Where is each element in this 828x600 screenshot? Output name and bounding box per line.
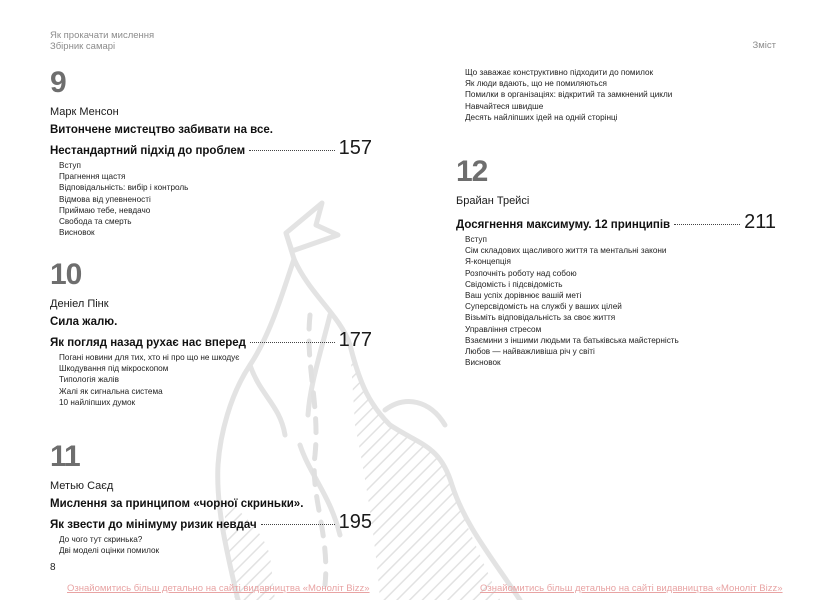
section-item[interactable]: Вступ — [465, 235, 487, 244]
section-item[interactable]: Що заважає конструктивно підходити до помилок — [465, 68, 654, 77]
running-header — [50, 30, 154, 52]
continued-sections — [465, 67, 672, 123]
dot-leader — [249, 150, 334, 151]
chapter-number: 11 — [50, 440, 80, 473]
section-item[interactable]: Свобода та смерть — [59, 217, 132, 227]
chapter-title-line2[interactable]: Як погляд назад рухає нас вперед — [50, 337, 246, 349]
chapter-author: Деніел Пінк — [50, 298, 109, 310]
section-item[interactable]: Як люди вдають, що не помиляються — [465, 79, 607, 89]
section-item[interactable]: Любов — найважливіша річ у світі — [465, 347, 595, 357]
chapter-10 — [50, 260, 372, 408]
section-item[interactable]: Управління стресом — [465, 324, 542, 334]
chapter-title-line2[interactable]: Нестандартний підхід до проблем — [50, 145, 246, 157]
dot-leader — [261, 524, 335, 525]
page-number: 8 — [50, 562, 56, 573]
section-title: Зміст — [752, 40, 776, 51]
section-item[interactable]: Вступ — [59, 161, 81, 170]
section-item[interactable]: Жалі як сигнальна система — [59, 386, 163, 396]
section-item[interactable]: Взаємини з іншими людьми та батьківська майстерність — [465, 335, 679, 345]
section-item[interactable]: Розпочніть роботу над собою — [465, 268, 577, 278]
section-item[interactable]: Прагнення щастя — [59, 172, 126, 182]
chapter-number: 12 — [456, 155, 488, 188]
dot-leader — [250, 342, 335, 343]
chapter-page-number[interactable]: 195 — [338, 511, 372, 533]
chapter-title-line2[interactable]: Досягнення максимуму. 12 принципів — [456, 219, 671, 231]
section-item[interactable]: Свідомість і підсвідомість — [465, 279, 563, 289]
section-item[interactable]: Приймаю тебе, невдачо — [59, 205, 151, 215]
chapter-page-number[interactable]: 211 — [744, 211, 776, 233]
section-item[interactable]: Суперсвідомість на службі у ваших цілей — [465, 302, 622, 312]
book-title: Як прокачати мислення — [50, 30, 155, 41]
section-item[interactable]: Дві моделі оцінки помилок — [59, 546, 160, 556]
section-item[interactable]: Відмова від упевненості — [59, 194, 151, 204]
section-item[interactable]: Десять найліпших ідей на одній сторінці — [465, 112, 618, 122]
chapter-9 — [50, 68, 372, 238]
chapter-title-line1: Витончене мистецтво забивати на все. — [50, 124, 273, 136]
publisher-link-right[interactable]: Ознайомитись більш детально на сайті видавництва «Моноліт Bizz» — [480, 583, 783, 594]
chapter-title-line1: Мислення за принципом «чорної скриньки». — [50, 498, 304, 510]
section-item[interactable]: Навчайтеся швидше — [465, 101, 544, 111]
section-item[interactable]: Ваш успіх дорівнює вашій меті — [465, 291, 582, 301]
section-item[interactable]: Сім складових щасливого життя та ментальні закони — [465, 246, 667, 256]
chapter-title-row[interactable] — [50, 138, 372, 158]
chapter-12 — [456, 157, 776, 368]
chapter-sections — [50, 352, 372, 408]
chapter-author: Метью Саєд — [50, 480, 114, 492]
chapter-title-row[interactable] — [456, 212, 776, 232]
section-item[interactable]: Відповідальність: вибір і контроль — [59, 183, 189, 193]
section-item[interactable]: До чого тут скринька? — [59, 535, 143, 544]
section-item[interactable]: 10 найліпших думок — [59, 397, 136, 407]
chapter-author: Брайан Трейсі — [456, 195, 530, 207]
section-item[interactable]: Погані новини для тих, хто ні про що не шкодує — [59, 353, 240, 362]
chapter-title-line2[interactable]: Як звести до мінімуму ризик невдач — [50, 519, 257, 531]
chapter-sections — [50, 534, 372, 556]
chapter-author: Марк Менсон — [50, 106, 119, 118]
chapter-number: 9 — [50, 66, 66, 99]
chapter-title-row[interactable] — [50, 512, 372, 532]
chapter-title-row[interactable] — [50, 330, 372, 350]
section-item[interactable]: Шкодування під мікроскопом — [59, 364, 169, 374]
chapter-title-line1: Сила жалю. — [50, 316, 118, 328]
chapter-page-number[interactable]: 177 — [338, 329, 372, 351]
chapter-sections — [50, 160, 372, 238]
section-item[interactable]: Типологія жалів — [59, 375, 119, 385]
section-item[interactable]: Помилки в організаціях: відкритий та замкнений цикли — [465, 90, 673, 100]
dot-leader — [674, 224, 740, 225]
section-item[interactable]: Висновок — [465, 358, 501, 368]
chapter-number: 10 — [50, 258, 82, 291]
chapter-sections — [456, 234, 776, 368]
chapter-page-number[interactable]: 157 — [338, 137, 372, 159]
section-item[interactable]: Візьміть відповідальність за своє життя — [465, 313, 616, 323]
chapter-11 — [50, 442, 372, 556]
section-item[interactable]: Я-концепція — [465, 257, 511, 267]
book-subtitle: Збірник самарі — [50, 41, 116, 52]
section-item[interactable]: Висновок — [59, 228, 95, 238]
publisher-link-left[interactable]: Ознайомитись більш детально на сайті видавництва «Моноліт Bizz» — [67, 583, 370, 594]
